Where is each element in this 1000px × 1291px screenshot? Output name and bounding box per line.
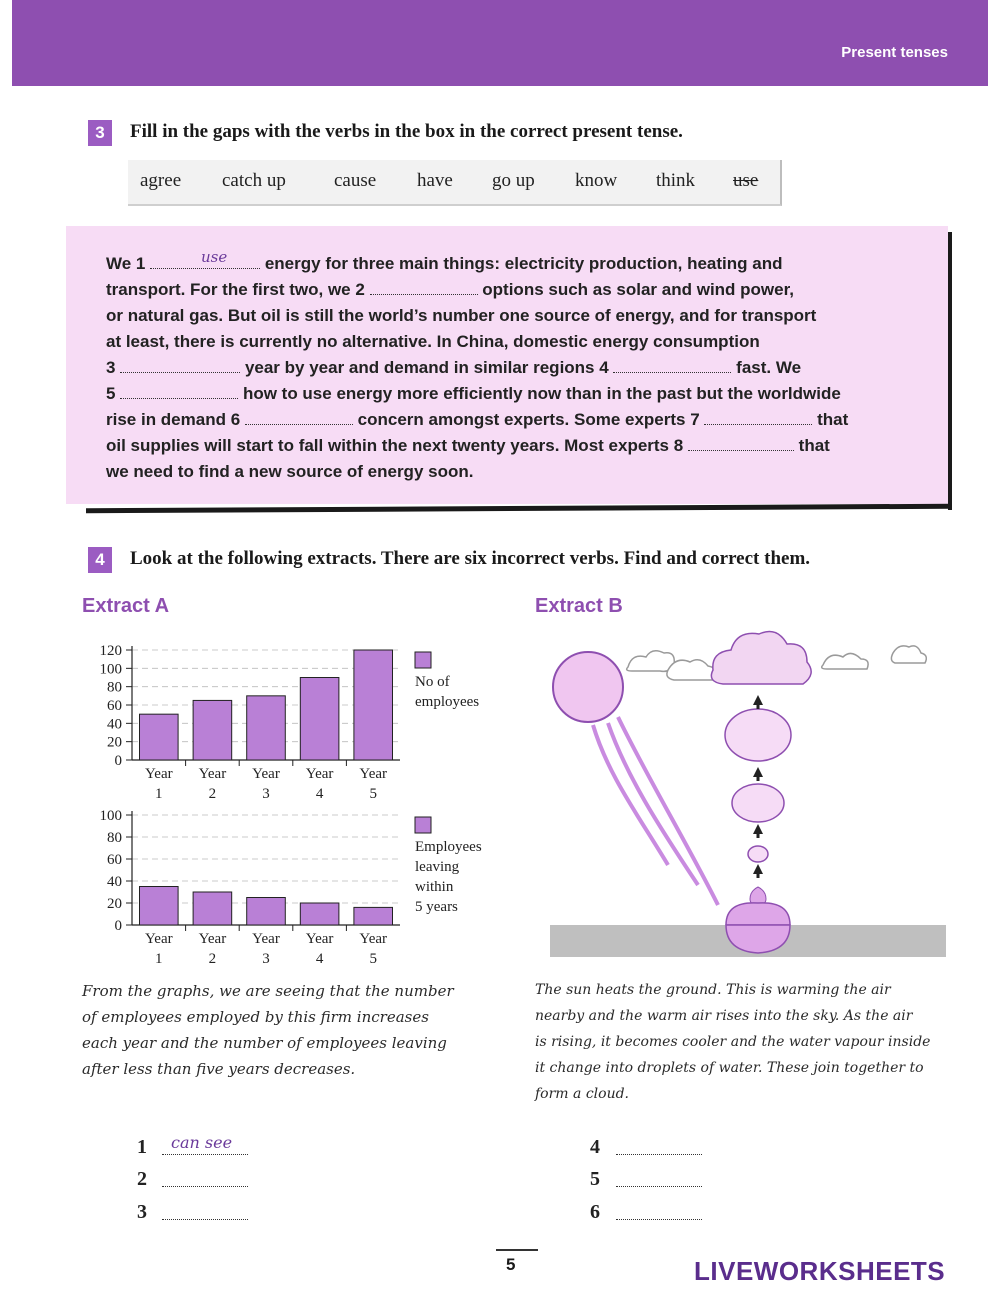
word-think: think [656, 170, 696, 191]
rising-vapour-droplets [725, 709, 791, 925]
liveworksheets-logo: LIVEWORKSHEETS [694, 1256, 946, 1286]
note-b-line-4: it change into droplets of water. These join together to [535, 1060, 924, 1076]
passage-line-4: at least, there is currently no alternative. In China, domestic energy consumption [106, 332, 760, 351]
x-tick-label: 4 [315, 951, 324, 965]
gap-8[interactable] [688, 436, 794, 451]
y-tick-label: 40 [107, 874, 122, 890]
word-go-up: go up [492, 170, 535, 191]
x-tick-label: Year [252, 766, 280, 782]
y-tick-label: 0 [114, 918, 122, 934]
x-tick-label: 1 [155, 951, 163, 965]
extract-a-title: Extract A [82, 595, 170, 617]
note-b-line-1: The sun heats the ground. This is warming the air [535, 982, 891, 998]
sun-icon [553, 652, 718, 905]
y-tick-label: 80 [107, 679, 122, 696]
answer-6-number: 6 [590, 1201, 600, 1223]
note-b-line-2: nearby and the warm air rises into the sky. As the air [535, 1008, 913, 1024]
header-band [12, 0, 988, 86]
word-use: use [733, 170, 759, 191]
bar [193, 700, 232, 760]
y-tick-label: 80 [107, 830, 122, 846]
note-b-line-3: is rising, it becomes cooler and the water vapour inside [535, 1034, 931, 1050]
answer-5-number: 5 [590, 1168, 600, 1190]
y-tick-label: 100 [99, 808, 122, 824]
gap-1-answer: use [201, 248, 228, 266]
y-tick-label: 0 [114, 753, 122, 769]
page-number: 5 [506, 1255, 516, 1274]
x-tick-label: Year [144, 931, 173, 947]
passage-edge-bottom [86, 504, 952, 514]
x-tick-label: 5 [369, 951, 377, 965]
x-tick-label: 2 [208, 786, 217, 800]
bar [140, 887, 179, 926]
passage-edge-right [948, 232, 952, 510]
answer-3-number: 3 [137, 1201, 147, 1223]
chart-employees-leaving [80, 805, 500, 965]
legend-label: employees [415, 694, 480, 710]
answer-1-text: can see [171, 1133, 233, 1152]
x-tick-label: Year [198, 766, 227, 782]
word-box [128, 160, 782, 206]
word-catch-up: catch up [222, 170, 286, 191]
gap-5[interactable] [120, 384, 238, 399]
bar [300, 903, 339, 925]
passage-line-1: We 1 energy for three main things: electricity production, heating and [106, 254, 783, 273]
passage-line-8: oil supplies will start to fall within the next twenty years. Most experts 8 that [106, 436, 830, 455]
exercise-3-number: 3 [88, 120, 112, 146]
cloud-icon [711, 632, 811, 684]
y-tick-label: 100 [99, 661, 122, 678]
exercise-4-instruction: Look at the following extracts. There are six incorrect verbs. Find and correct them. [130, 548, 811, 569]
x-tick-label: Year [305, 931, 334, 947]
y-tick-label: 120 [99, 643, 122, 659]
answer-3-field[interactable] [162, 1218, 248, 1220]
page-number-rule [496, 1249, 538, 1251]
note-a-line-2: of employees employed by this firm increases [82, 1008, 429, 1026]
word-know: know [575, 170, 618, 191]
gap-7[interactable] [704, 410, 812, 425]
x-tick-label: 5 [369, 786, 377, 800]
answer-1-number: 1 [137, 1136, 147, 1158]
exercise-3-instruction: Fill in the gaps with the verbs in the box in the correct present tense. [130, 121, 683, 142]
x-tick-label: Year [359, 766, 388, 782]
x-tick-label: 4 [315, 786, 324, 800]
gap-3[interactable] [120, 358, 240, 373]
legend-label: No of [415, 674, 450, 690]
legend-label: within [415, 879, 454, 895]
gap-4[interactable] [613, 358, 731, 373]
bar [300, 678, 339, 761]
passage-line-2: transport. For the first two, we 2 options such as solar and wind power, [106, 280, 795, 299]
bar [247, 898, 286, 926]
word-cause: cause [334, 170, 377, 191]
passage-line-9: we need to find a new source of energy soon. [106, 462, 474, 481]
extract-b-title: Extract B [535, 595, 623, 617]
legend-swatch [415, 817, 431, 833]
word-agree: agree [140, 170, 182, 191]
answer-1-field[interactable] [162, 1153, 248, 1155]
x-tick-label: Year [144, 766, 173, 782]
legend-label: 5 years [415, 899, 458, 915]
exercise-4-number: 4 [88, 547, 112, 573]
bar [354, 907, 393, 925]
x-tick-label: Year [359, 931, 388, 947]
chart-employees [80, 640, 500, 800]
bar [354, 650, 393, 760]
passage-line-7: rise in demand 6 concern amongst experts. Some experts 7 that [106, 410, 849, 429]
note-b-line-5: form a cloud. [535, 1086, 630, 1102]
passage-line-3: or natural gas. But oil is still the world’s number one source of energy, and for transport [106, 306, 817, 325]
x-tick-label: Year [198, 931, 227, 947]
y-tick-label: 20 [107, 734, 122, 751]
note-a-line-3: each year and the number of employees leaving [82, 1034, 447, 1052]
gap-2[interactable] [370, 280, 478, 295]
legend-label: Employees [415, 839, 482, 855]
y-tick-label: 60 [107, 852, 122, 868]
word-have: have [417, 170, 453, 191]
x-tick-label: 3 [262, 951, 270, 965]
legend-swatch [415, 652, 431, 668]
x-tick-label: Year [252, 931, 280, 947]
x-tick-label: Year [305, 766, 334, 782]
note-a-line-1: From the graphs, we are seeing that the number [82, 982, 454, 1000]
bar [247, 696, 286, 760]
answer-5-field[interactable] [616, 1185, 702, 1187]
section-title: Present tenses [841, 44, 948, 61]
ground [550, 925, 946, 957]
answer-2-field[interactable] [162, 1185, 248, 1187]
bar [193, 892, 232, 925]
answer-6-field[interactable] [616, 1218, 702, 1220]
answer-4-number: 4 [590, 1136, 600, 1158]
y-tick-label: 60 [107, 698, 122, 714]
legend-label: leaving [415, 859, 460, 875]
y-tick-label: 20 [107, 896, 122, 912]
gap-6[interactable] [245, 410, 353, 425]
note-a-line-4: after less than five years decreases. [82, 1060, 356, 1078]
x-tick-label: 2 [208, 951, 217, 965]
passage-line-6: 5 how to use energy more efficiently now than in the past but the worldwide [106, 384, 841, 403]
answer-2-number: 2 [137, 1168, 147, 1190]
x-tick-label: 3 [262, 786, 270, 800]
bar [140, 714, 179, 760]
y-tick-label: 40 [107, 716, 122, 733]
answer-4-field[interactable] [616, 1153, 702, 1155]
water-cycle-diagram [548, 625, 948, 960]
passage-line-5: 3 year by year and demand in similar regions 4 fast. We [106, 358, 802, 377]
x-tick-label: 1 [155, 786, 163, 800]
